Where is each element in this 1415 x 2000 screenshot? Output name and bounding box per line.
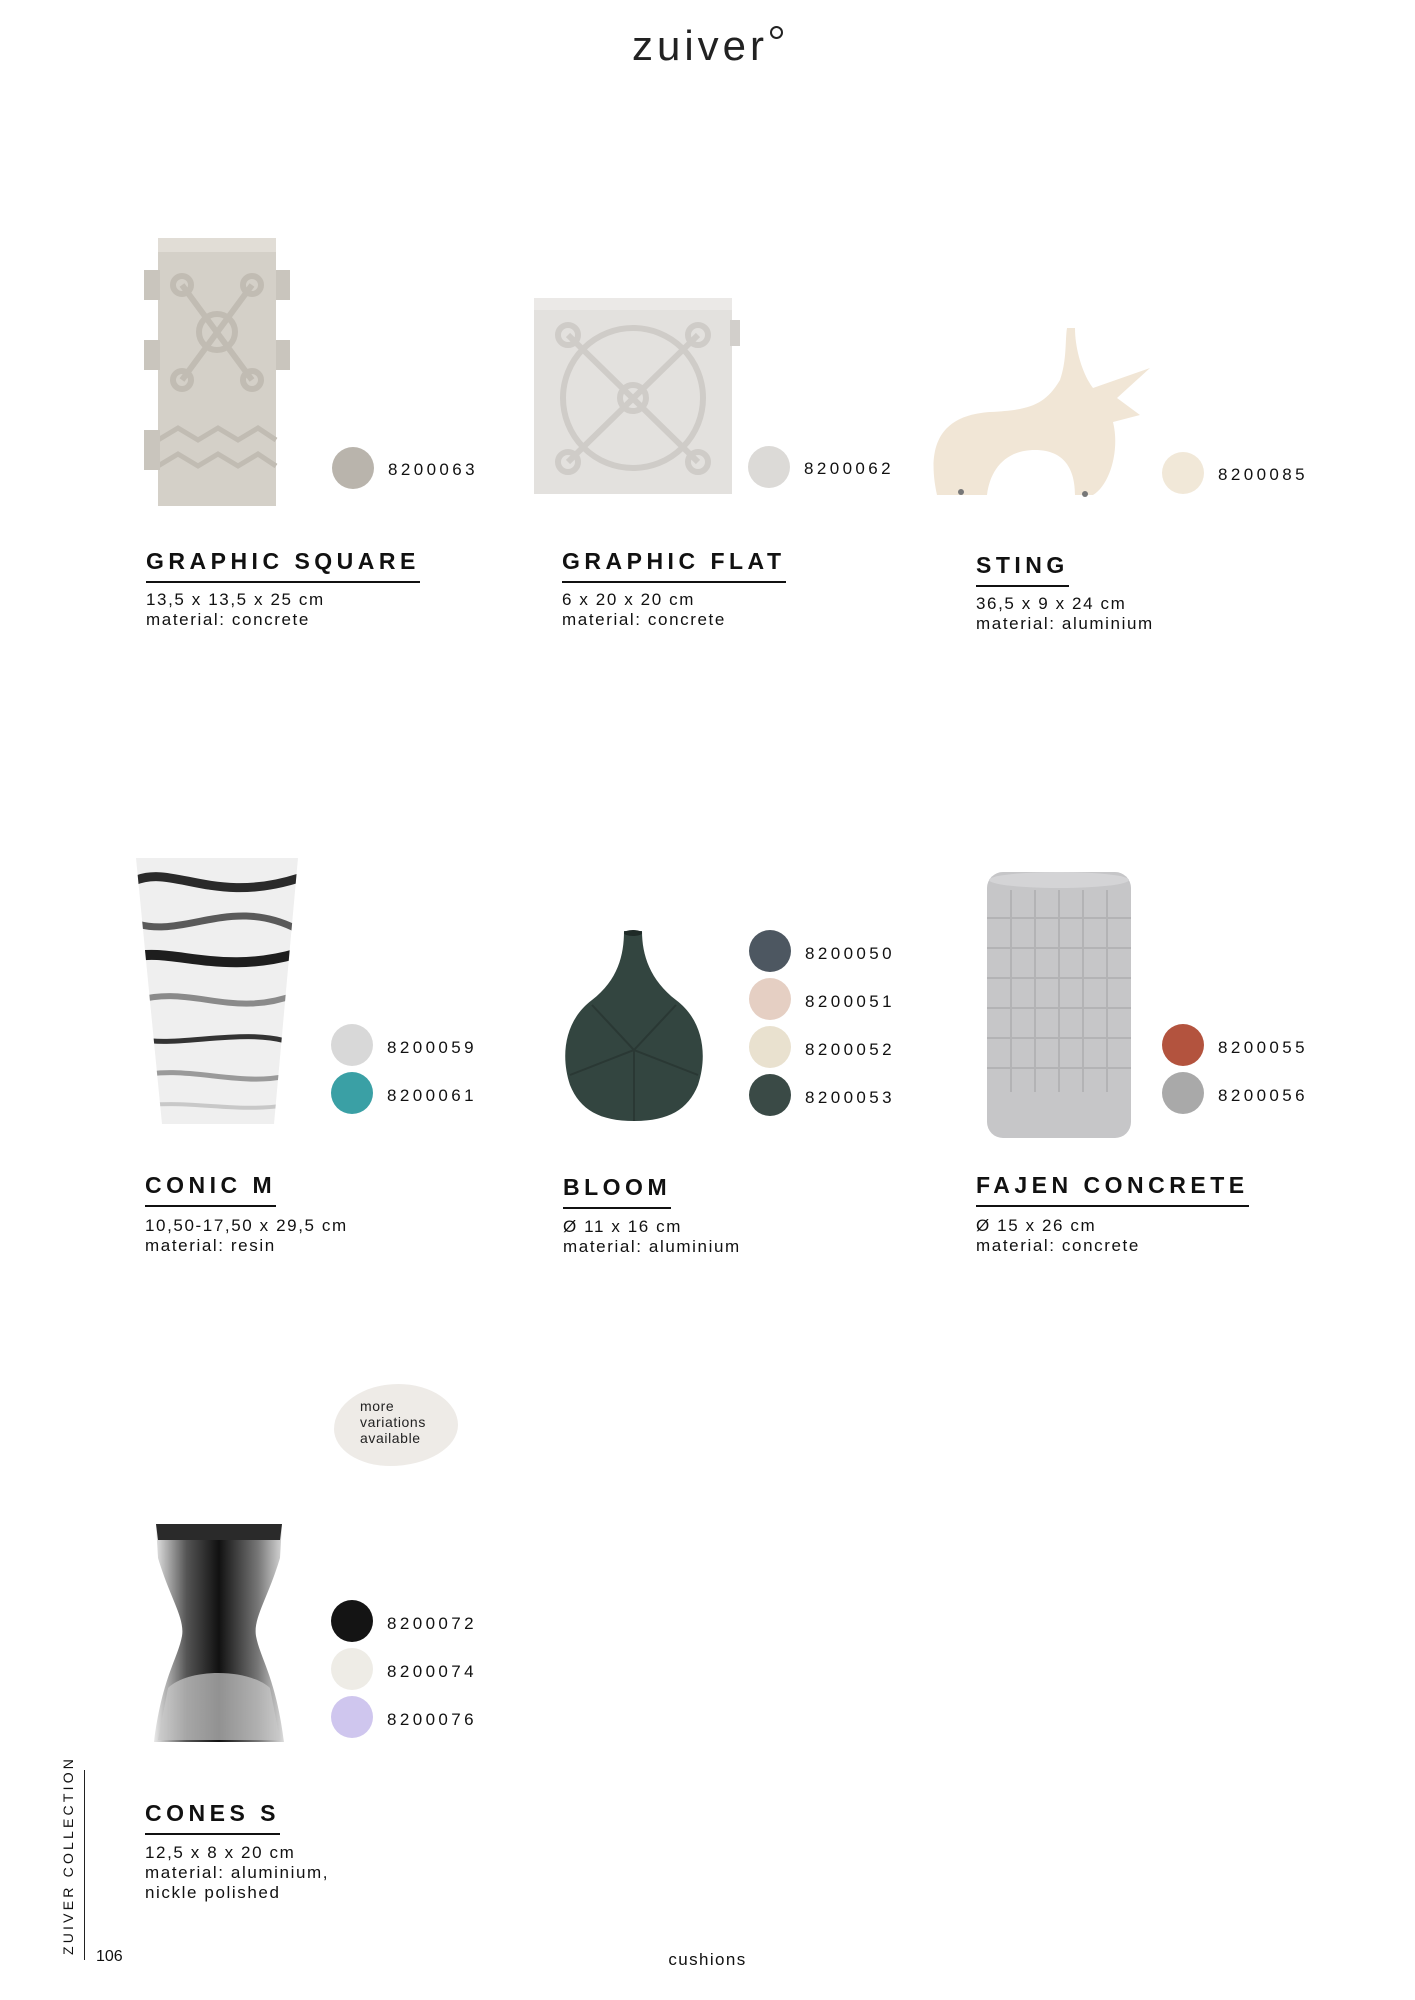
variant-code: 8200074 [387, 1662, 477, 1681]
variant-code: 8200051 [805, 992, 895, 1011]
product-specs [976, 1216, 1140, 1256]
product-title: CONIC M [145, 1172, 276, 1207]
product-material-finish: nickle polished [145, 1883, 281, 1902]
product-dimensions: Ø 15 x 26 cm [976, 1216, 1097, 1235]
product-specs [563, 1217, 741, 1257]
variant-code: 8200055 [1218, 1038, 1308, 1057]
swatch-8200051[interactable] [749, 978, 791, 1020]
product-dimensions: 36,5 x 9 x 24 cm [976, 594, 1127, 613]
variant-code: 8200072 [387, 1614, 477, 1633]
swatch-8200062[interactable] [748, 446, 790, 488]
product-dimensions: 10,50-17,50 x 29,5 cm [145, 1216, 348, 1235]
swatch-8200056[interactable] [1162, 1072, 1204, 1114]
product-material: material: resin [145, 1236, 276, 1255]
product-material: material: aluminium [976, 614, 1154, 633]
product-specs [976, 594, 1154, 634]
product-title: FAJEN CONCRETE [976, 1172, 1249, 1207]
brand-circle-mark [770, 26, 783, 39]
product-dimensions: 12,5 x 8 x 20 cm [145, 1843, 296, 1862]
swatch-8200085[interactable] [1162, 452, 1204, 494]
variant-code: 8200085 [1218, 465, 1308, 484]
variant-code: 8200052 [805, 1040, 895, 1059]
swatch-8200059[interactable] [331, 1024, 373, 1066]
variant-code: 8200059 [387, 1038, 477, 1057]
product-specs [146, 590, 325, 630]
variant-code: 8200076 [387, 1710, 477, 1729]
graphic-flat-image [530, 290, 742, 500]
product-material: material: aluminium [563, 1237, 741, 1256]
product-material: material: concrete [146, 610, 310, 629]
swatch-8200053[interactable] [749, 1074, 791, 1116]
product-specs [145, 1216, 348, 1256]
swatch-8200061[interactable] [331, 1072, 373, 1114]
swatch-8200072[interactable] [331, 1600, 373, 1642]
variant-code: 8200062 [804, 459, 894, 478]
swatch-8200063[interactable] [332, 447, 374, 489]
variant-code: 8200053 [805, 1088, 895, 1107]
product-material: material: aluminium, [145, 1863, 330, 1882]
variant-code: 8200056 [1218, 1086, 1308, 1105]
more-variations-line: more [360, 1398, 395, 1414]
fajen-concrete-image [985, 870, 1133, 1140]
variant-code: 8200061 [387, 1086, 477, 1105]
product-dimensions: Ø 11 x 16 cm [563, 1217, 683, 1236]
product-specs [562, 590, 726, 630]
product-title: CONES S [145, 1800, 280, 1835]
page-number: 106 [96, 1948, 123, 1965]
bloom-image [558, 925, 710, 1125]
swatch-8200050[interactable] [749, 930, 791, 972]
swatch-8200076[interactable] [331, 1696, 373, 1738]
footer-section-label: cushions [668, 1950, 747, 1969]
product-material: material: concrete [562, 610, 726, 629]
product-title: GRAPHIC FLAT [562, 548, 786, 583]
collection-side-label: ZUIVER COLLECTION [60, 1755, 76, 1955]
product-material: material: concrete [976, 1236, 1140, 1255]
product-title: GRAPHIC SQUARE [146, 548, 420, 583]
product-title: BLOOM [563, 1174, 671, 1209]
product-title: STING [976, 552, 1069, 587]
swatch-8200052[interactable] [749, 1026, 791, 1068]
more-variations-line: variations [360, 1414, 426, 1430]
variant-code: 8200050 [805, 944, 895, 963]
variant-code: 8200063 [388, 460, 478, 479]
swatch-8200074[interactable] [331, 1648, 373, 1690]
more-variations-line: available [360, 1430, 421, 1446]
conic-m-image [132, 852, 302, 1132]
product-dimensions: 6 x 20 x 20 cm [562, 590, 695, 609]
brand-name: zuiver [631, 22, 769, 69]
product-specs [145, 1843, 329, 1903]
more-variations-text [360, 1398, 426, 1446]
swatch-8200055[interactable] [1162, 1024, 1204, 1066]
sting-image [925, 320, 1165, 505]
side-divider-line [84, 1770, 85, 1960]
product-dimensions: 13,5 x 13,5 x 25 cm [146, 590, 325, 609]
graphic-square-image [140, 230, 300, 515]
cones-s-image [148, 1518, 290, 1750]
brand-logo [0, 22, 1415, 70]
